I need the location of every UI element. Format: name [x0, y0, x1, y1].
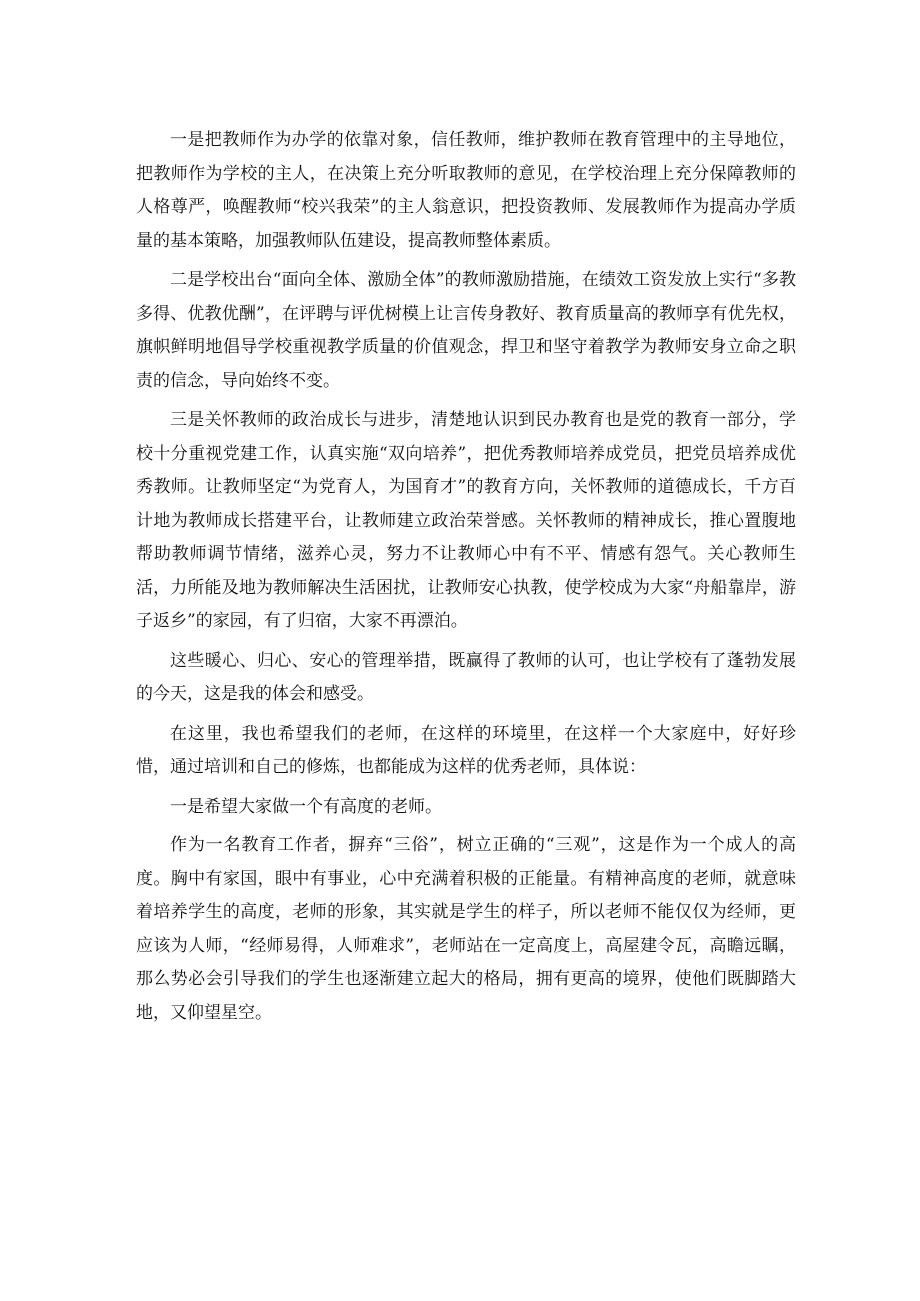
paragraph-6: 一是希望大家做一个有高度的老师。 [170, 796, 442, 817]
paragraph-2: 二是学校出台“面向全体、激励全体”的教师激励措施，在绩效工资发放上实行“多教多得、优教优酬”，在评聘与评优树模上让言传身教好、教育质量高的教师享有优先权，旗帜鲜明地倡导学校重视教学质量的价值观念，捍卫和坚守着教学为教师安身立命之职责的信念，导向始终不变。 [136, 270, 796, 391]
paragraph-5: 在这里，我也希望我们的老师，在这样的环境里，在这样一个大家庭中，好好珍惜，通过培训和自己的修炼，也都能成为这样的优秀老师，具体说： [136, 723, 796, 777]
paragraph-7: 作为一名教育工作者，摒弃“三俗”，树立正确的“三观”，这是作为一个成人的高度。胸中有家国，眼中有事业，心中充满着积极的正能量。有精神高度的老师，就意味着培养学生的高度，老师的形象，其实就是学生的样子，所以老师不能仅仅为经师，更应该为人师，“经师易得，人师难求”，老师站在一定高度上，高屋建令瓦，高瞻远瞩，那么势必会引导我们的学生也逐渐建立起大的格局，拥有更高的境界，使他们既脚踏大地，又仰望星空。 [136, 835, 796, 1023]
paragraph-4: 这些暖心、归心、安心的管理举措，既赢得了教师的认可，也让学校有了蓬勃发展的今天，这是我的体会和感受。 [136, 650, 796, 704]
paragraph-3: 三是关怀教师的政治成长与进步，清楚地认识到民办教育也是党的教育一部分，学校十分重视党建工作，认真实施“双向培养”，把优秀教师培养成党员，把党员培养成优秀教师。让教师坚定“为党育人，为国育才”的教育方向，关怀教师的道德成长，千方百计地为教师成长搭建平台，让教师建立政治荣誉感。关怀教师的精神成长，推心置腹地帮助教师调节情绪，滋养心灵，努力不让教师心中有不平、情感有怨气。关心教师生活，力所能及地为教师解决生活困扰，让教师安心执教，使学校成为大家“舟船靠岸，游子返乡”的家园，有了归宿，大家不再漂泊。 [136, 410, 796, 631]
paragraph-1: 一是把教师作为办学的依靠对象，信任教师，维护教师在教育管理中的主导地位，把教师作为学校的主人，在决策上充分听取教师的意见，在学校治理上充分保障教师的人格尊严，唤醒教师“校兴我荣”的主人翁意识，把投资教师、发展教师作为提高办学质量的基本策略，加强教师队伍建设，提高教师整体素质。 [136, 130, 796, 251]
